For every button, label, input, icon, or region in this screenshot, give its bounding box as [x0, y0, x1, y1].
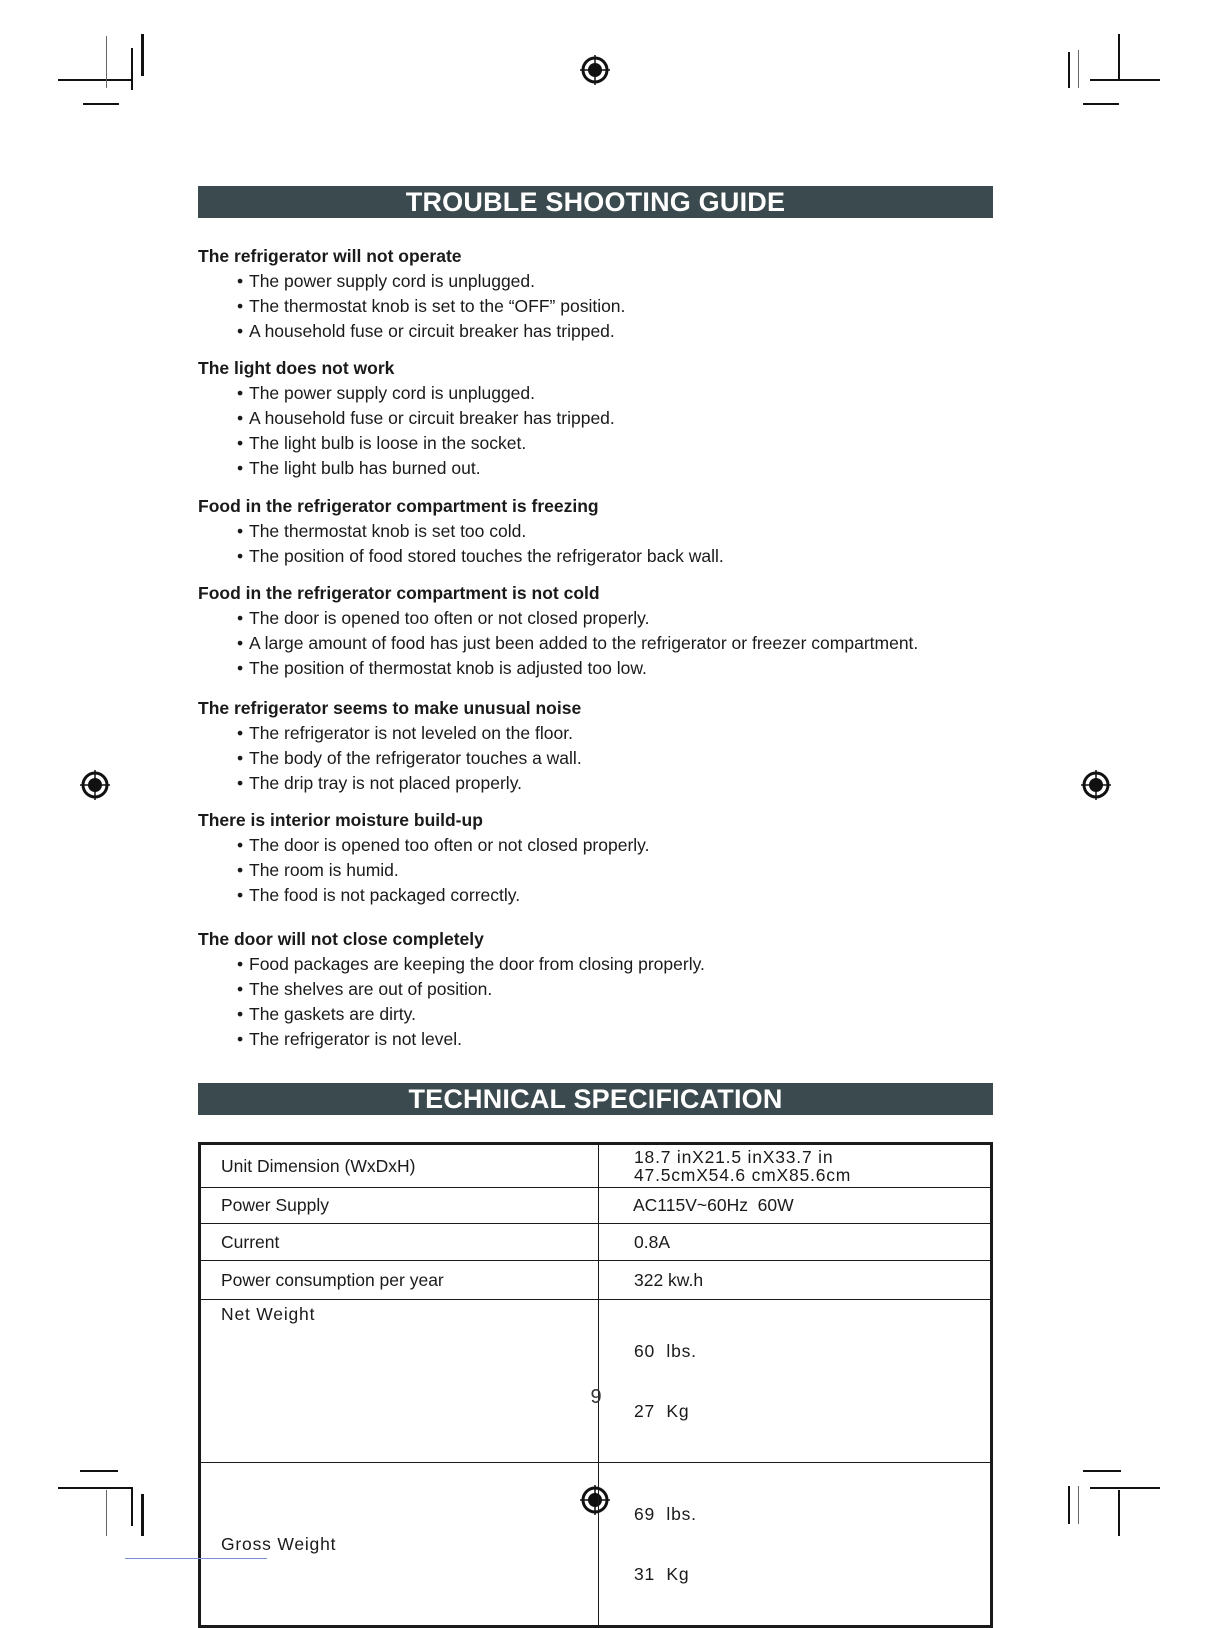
crop-mark-line [80, 1470, 118, 1472]
spec-value [599, 1261, 992, 1300]
cause-item [198, 381, 978, 406]
spec-value-line: 27 Kg [634, 1401, 690, 1421]
trouble-section [198, 244, 978, 344]
spec-label: Unit Dimension (WxDxH) [200, 1144, 599, 1188]
section-heading: The light does not work [198, 358, 395, 378]
cause-item [198, 456, 978, 481]
cause-text: The light bulb has burned out. [249, 458, 481, 478]
cause-text: The position of food stored touches the refrigerator back wall. [249, 546, 724, 566]
cause-item [198, 544, 978, 569]
spec-value-line: 69 lbs. [634, 1504, 697, 1524]
bullet-icon: • [237, 546, 244, 566]
cause-text: The body of the refrigerator touches a wall. [249, 748, 582, 768]
table-row [200, 1224, 992, 1261]
bullet-icon: • [237, 608, 244, 628]
cause-text: The power supply cord is unplugged. [249, 383, 536, 403]
bullet-icon: • [237, 1004, 244, 1024]
crop-mark-line [1090, 79, 1160, 81]
cause-item [198, 858, 978, 883]
table-row [200, 1144, 992, 1188]
cause-item [198, 294, 978, 319]
bullet-icon: • [237, 458, 244, 478]
crop-mark-line [1118, 34, 1120, 80]
crop-mark-line [141, 34, 144, 76]
cause-item [198, 431, 978, 456]
crop-mark-line [83, 103, 119, 105]
crop-mark-line [131, 48, 133, 90]
spec-value [599, 1144, 992, 1188]
cause-text: The thermostat knob is set to the “OFF” position. [249, 296, 626, 316]
spec-value-line: 322 kw.h [634, 1269, 704, 1290]
spec-value-line: 18.7 inX21.5 inX33.7 in [634, 1147, 834, 1167]
cause-text: The room is humid. [249, 860, 399, 880]
cause-text: The light bulb is loose in the socket. [249, 433, 527, 453]
trouble-section [198, 927, 978, 1052]
page-number: 9 [590, 1386, 602, 1408]
spec-table [198, 1142, 993, 1628]
cause-item [198, 269, 978, 294]
spec-label: Gross Weight [200, 1463, 599, 1627]
cause-text: The position of thermostat knob is adjusted too low. [249, 658, 647, 678]
table-row [200, 1188, 992, 1224]
cause-item [198, 519, 978, 544]
footer-divider [125, 1558, 267, 1559]
trouble-section [198, 356, 978, 481]
spec-value [599, 1224, 992, 1261]
bullet-icon: • [237, 271, 244, 291]
crop-mark-line [1068, 52, 1070, 88]
crop-mark-line [58, 79, 133, 81]
registration-mark-icon [1081, 770, 1111, 800]
bullet-icon: • [237, 954, 244, 974]
bullet-icon: • [237, 860, 244, 880]
table-row [200, 1463, 992, 1627]
cause-text: The food is not packaged correctly. [249, 885, 521, 905]
crop-mark-line [106, 1490, 107, 1536]
spec-value-line: 0.8A [634, 1231, 670, 1252]
spec-label: Net Weight [200, 1300, 599, 1463]
cause-item [198, 1002, 978, 1027]
crop-mark-line [1078, 1486, 1079, 1524]
section-heading: The refrigerator will not operate [198, 246, 462, 266]
section-heading: Food in the refrigerator compartment is not cold [198, 583, 600, 603]
trouble-section [198, 494, 978, 569]
cause-text: The refrigerator is not leveled on the floor. [249, 723, 573, 743]
spec-value-line: 31 Kg [634, 1564, 690, 1584]
cause-item [198, 721, 978, 746]
bullet-icon: • [237, 433, 244, 453]
bullet-icon: • [237, 723, 244, 743]
cause-list [198, 721, 978, 796]
cause-text: The gaskets are dirty. [249, 1004, 416, 1024]
bullet-icon: • [237, 296, 244, 316]
crop-mark-line [106, 36, 107, 88]
cause-text: Food packages are keeping the door from closing properly. [249, 954, 705, 974]
spec-value [599, 1188, 992, 1224]
section-heading: There is interior moisture build-up [198, 810, 483, 830]
cause-text: The power supply cord is unplugged. [249, 271, 536, 291]
cause-item [198, 406, 978, 431]
cause-text: The door is opened too often or not closed properly. [249, 608, 650, 628]
cause-text: The shelves are out of position. [249, 979, 493, 999]
bullet-icon: • [237, 321, 244, 341]
cause-item [198, 656, 978, 681]
bullet-icon: • [237, 383, 244, 403]
cause-list [198, 381, 978, 481]
trouble-section [198, 808, 978, 908]
crop-mark-line [1068, 1486, 1070, 1524]
crop-mark-line [1083, 1470, 1121, 1472]
registration-mark-icon [580, 55, 610, 85]
cause-text: A household fuse or circuit breaker has tripped. [249, 408, 615, 428]
crop-mark-line [1118, 1490, 1120, 1536]
spec-value [599, 1463, 992, 1627]
cause-text: A household fuse or circuit breaker has tripped. [249, 321, 615, 341]
table-row [200, 1261, 992, 1300]
bullet-icon: • [237, 633, 244, 653]
spec-value-line: 60 lbs. [634, 1341, 697, 1361]
bullet-icon: • [237, 835, 244, 855]
cause-text: A large amount of food has just been added to the refrigerator or freezer compartment. [249, 633, 919, 653]
crop-mark-line [141, 1494, 144, 1536]
cause-item [198, 977, 978, 1002]
cause-item [198, 319, 978, 344]
crop-mark-line [1090, 1487, 1160, 1489]
cause-list [198, 519, 978, 569]
cause-list [198, 833, 978, 908]
bullet-icon: • [237, 1029, 244, 1049]
cause-item [198, 833, 978, 858]
technical-spec-title: TECHNICAL SPECIFICATION [198, 1083, 993, 1115]
trouble-section [198, 581, 978, 681]
cause-text: The door is opened too often or not closed properly. [249, 835, 650, 855]
bullet-icon: • [237, 408, 244, 428]
bullet-icon: • [237, 979, 244, 999]
bullet-icon: • [237, 885, 244, 905]
cause-text: The thermostat knob is set too cold. [249, 521, 527, 541]
cause-item [198, 952, 978, 977]
trouble-shooting-title: TROUBLE SHOOTING GUIDE [198, 186, 993, 218]
cause-text: The refrigerator is not level. [249, 1029, 463, 1049]
cause-item [198, 606, 978, 631]
spec-label: Power Supply [200, 1188, 599, 1224]
crop-mark-line [1083, 103, 1119, 105]
trouble-section [198, 696, 978, 796]
spec-value [599, 1300, 992, 1463]
cause-item [198, 771, 978, 796]
table-row [200, 1300, 992, 1463]
cause-text: The drip tray is not placed properly. [249, 773, 523, 793]
registration-mark-icon [80, 770, 110, 800]
crop-mark-line [58, 1487, 133, 1489]
cause-item [198, 883, 978, 908]
cause-list [198, 269, 978, 344]
cause-item [198, 746, 978, 771]
spec-value-line: AC115V~60Hz 60W [633, 1195, 794, 1215]
section-heading: Food in the refrigerator compartment is freezing [198, 496, 599, 516]
bullet-icon: • [237, 658, 244, 678]
cause-item [198, 631, 978, 656]
cause-item [198, 1027, 978, 1052]
cause-list [198, 606, 978, 681]
section-heading: The refrigerator seems to make unusual noise [198, 698, 582, 718]
cause-list [198, 952, 978, 1052]
section-heading: The door will not close completely [198, 929, 484, 949]
spec-label: Power consumption per year [200, 1261, 599, 1300]
bullet-icon: • [237, 521, 244, 541]
bullet-icon: • [237, 773, 244, 793]
crop-mark-line [131, 1488, 133, 1526]
spec-value-line: 47.5cmX54.6 cmX85.6cm [634, 1165, 852, 1185]
crop-mark-line [1078, 50, 1079, 88]
bullet-icon: • [237, 748, 244, 768]
spec-label: Current [200, 1224, 599, 1261]
